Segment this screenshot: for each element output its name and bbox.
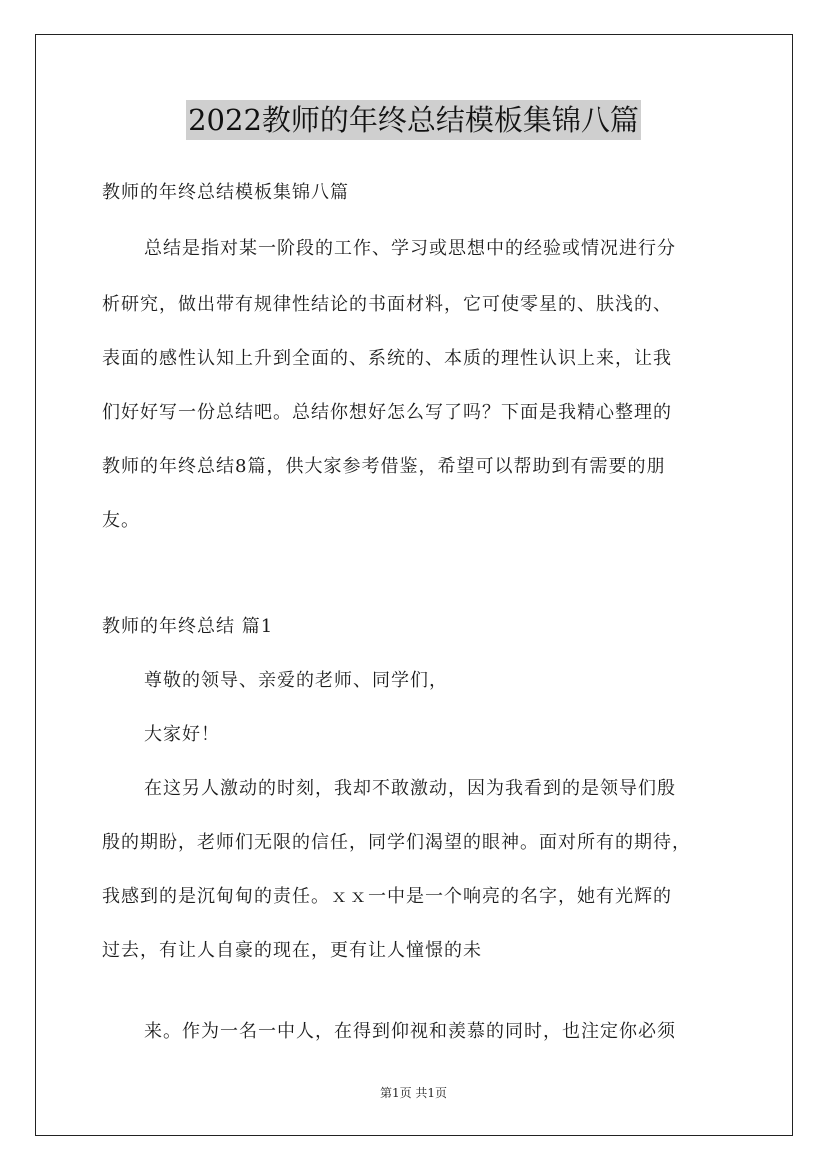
- intro-line: 们好好写一份总结吧。总结你想好怎么写了吗？下面是我精心整理的: [102, 402, 672, 423]
- greeting: 尊敬的领导、亲爱的老师、同学们，: [144, 670, 448, 691]
- intro-line: 教师的年终总结8篇，供大家参考借鉴，希望可以帮助到有需要的朋: [102, 456, 666, 477]
- hello: 大家好！: [144, 724, 220, 745]
- body-line: 在这另人激动的时刻，我却不敢激动，因为我看到的是领导们殷: [144, 778, 676, 799]
- intro-line: 析研究，做出带有规律性结论的书面材料，它可使零星的、肤浅的、: [102, 294, 672, 315]
- intro-line: 总结是指对某一阶段的工作、学习或思想中的经验或情况进行分: [144, 238, 676, 259]
- body-line: 过去，有让人自豪的现在，更有让人憧憬的未: [102, 940, 482, 961]
- section-heading: 教师的年终总结 篇1: [102, 616, 274, 637]
- document-subtitle: 教师的年终总结模板集锦八篇: [102, 182, 349, 203]
- intro-line: 友。: [102, 510, 140, 531]
- document-title: 2022教师的年终总结模板集锦八篇: [186, 100, 641, 140]
- body-line-continued: 来。作为一名一中人，在得到仰视和羡慕的同时，也注定你必须: [144, 1021, 676, 1042]
- body-line: 殷的期盼，老师们无限的信任，同学们渴望的眼神。面对所有的期待，: [102, 832, 691, 853]
- title-wrapper: [0, 100, 827, 140]
- intro-line: 表面的感性认知上升到全面的、系统的、本质的理性认识上来，让我: [102, 348, 672, 369]
- page-footer: 第1页 共1页: [379, 1086, 448, 1100]
- body-line: 我感到的是沉甸甸的责任。ｘｘ一中是一个响亮的名字，她有光辉的: [102, 886, 672, 907]
